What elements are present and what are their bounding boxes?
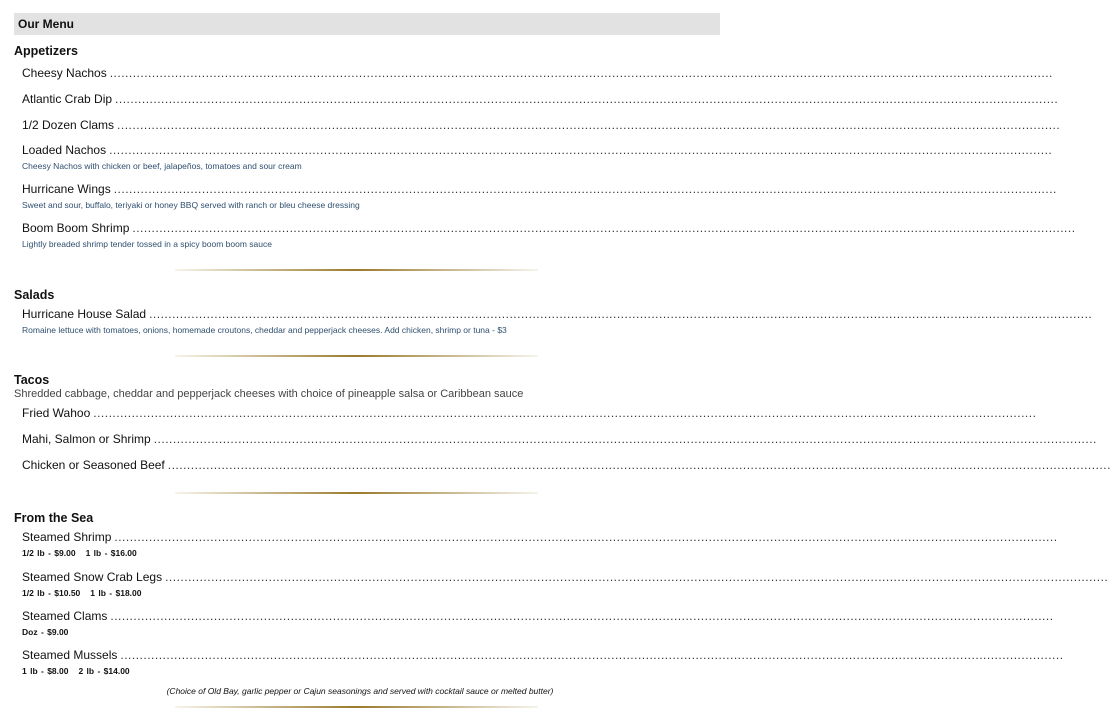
item-description: Sweet and sour, buffalo, teriyaki or honey BBQ served with ranch or bleu cheese dressing [22, 200, 360, 210]
menu-item: Boom Boom Shrimp ...................................................................................................................................................................................................................................................... [22, 221, 1076, 235]
section-title-tacos: Tacos [14, 373, 50, 387]
item-description: Romaine lettuce with tomatoes, onions, homemade croutons, cheddar and pepperjack cheeses. Add chicken, shrimp or tuna - $3 [22, 325, 507, 335]
menu-item: Chicken or Seasoned Beef ...................................................................................................................................................................................................................................................... [22, 458, 1111, 472]
divider [175, 492, 538, 494]
item-prices: 1/2 lb - $9.00 1 lb - $16.00 [22, 548, 137, 558]
menu-item: Fried Wahoo ...................................................................................................................................................................................................................................................... [22, 406, 1037, 420]
divider [175, 355, 538, 357]
page-title: Our Menu [18, 17, 74, 31]
section-title-salads: Salads [14, 288, 55, 302]
section-description: Shredded cabbage, cheddar and pepperjack cheeses with choice of pineapple salsa or Caribbean sauce [14, 388, 524, 400]
item-prices: Doz - $9.00 [22, 627, 69, 637]
menu-item: Hurricane Wings ...................................................................................................................................................................................................................................................... [22, 182, 1057, 196]
menu-item: Steamed Snow Crab Legs ...................................................................................................................................................................................................................................................... [22, 570, 1109, 584]
menu-item: Atlantic Crab Dip ...................................................................................................................................................................................................................................................... [22, 92, 1059, 106]
menu-item: Steamed Mussels ...................................................................................................................................................................................................................................................... [22, 648, 1064, 662]
menu-item: Steamed Clams ...................................................................................................................................................................................................................................................... [22, 609, 1054, 623]
section-title-sea: From the Sea [14, 511, 94, 525]
seasoning-note: (Choice of Old Bay, garlic pepper or Cajun seasonings and served with cocktail sauce or melted butter) [166, 686, 554, 696]
item-description: Lightly breaded shrimp tender tossed in a spicy boom boom sauce [22, 239, 272, 249]
item-description: Cheesy Nachos with chicken or beef, jalapeños, tomatoes and sour cream [22, 161, 302, 171]
menu-item: Hurricane House Salad ...................................................................................................................................................................................................................................................... [22, 307, 1093, 321]
menu-item: Mahi, Salmon or Shrimp ...................................................................................................................................................................................................................................................... [22, 432, 1097, 446]
menu-item: Loaded Nachos ...................................................................................................................................................................................................................................................... [22, 143, 1053, 157]
menu-item: 1/2 Dozen Clams ...................................................................................................................................................................................................................................................... [22, 118, 1061, 132]
menu-item: Steamed Shrimp ...................................................................................................................................................................................................................................................... [22, 530, 1058, 544]
item-prices: 1/2 lb - $10.50 1 lb - $18.00 [22, 588, 142, 598]
menu-header [14, 13, 720, 35]
item-prices: 1 lb - $8.00 2 lb - $14.00 [22, 666, 130, 676]
menu-item: Cheesy Nachos ...................................................................................................................................................................................................................................................... [22, 66, 1053, 80]
divider [175, 706, 538, 708]
divider [175, 269, 538, 271]
section-title-appetizers: Appetizers [14, 44, 78, 58]
